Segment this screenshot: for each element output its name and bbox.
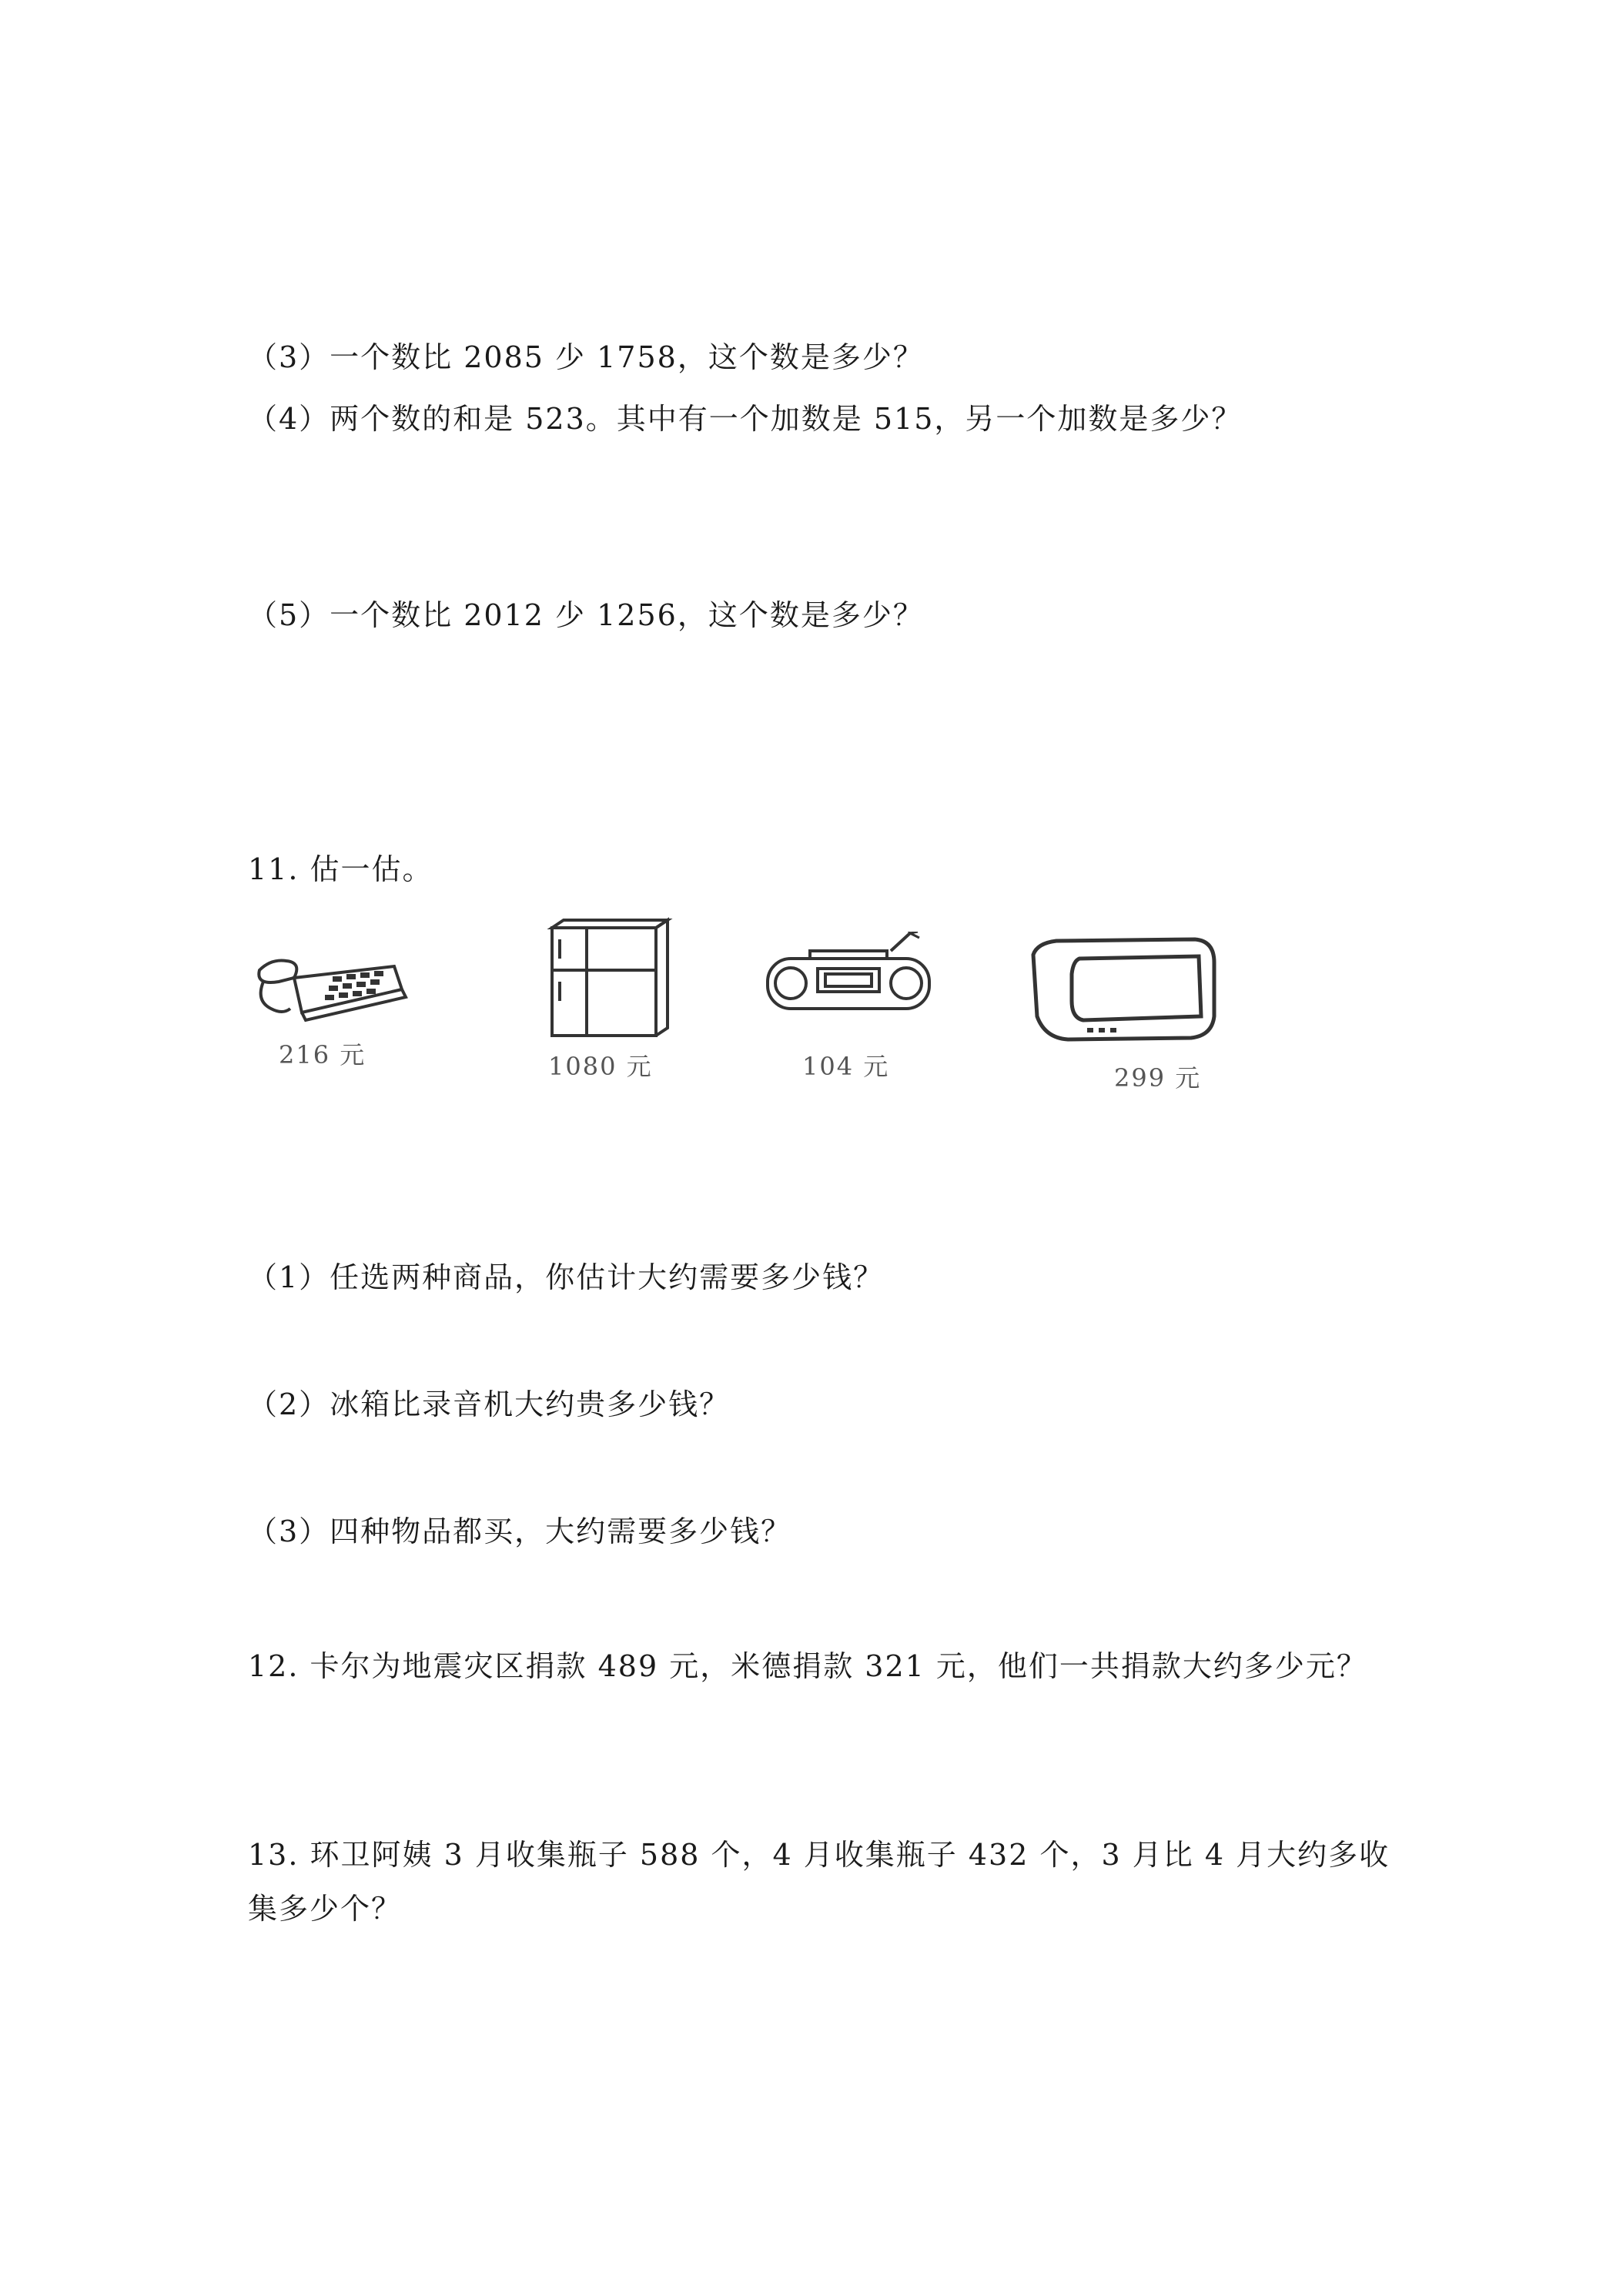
telephone-price: 216 元 xyxy=(279,1040,366,1069)
refrigerator-item xyxy=(544,916,675,1039)
tv-price: 299 元 xyxy=(1114,1063,1202,1093)
question-11-1: （1）任选两种商品，你估计大约需要多少钱？ xyxy=(248,1260,885,1294)
question-13-line1: 13. 环卫阿姨 3 月收集瓶子 588 个，4 月收集瓶子 432 个，3 月比 4 月大约多收 xyxy=(248,1838,1390,1872)
question-12: 12. 卡尔为地震灾区捐款 489 元，米德捐款 321 元，他们一共捐款大约多少元？ xyxy=(248,1649,1367,1683)
telephone-icon xyxy=(248,947,410,1032)
radio-cassette-icon xyxy=(764,932,933,1016)
question-11-3: （3）四种物品都买，大约需要多少钱？ xyxy=(248,1514,792,1548)
question-11-2: （2）冰箱比录音机大约贵多少钱？ xyxy=(248,1387,731,1421)
refrigerator-icon xyxy=(544,916,675,1039)
television-icon xyxy=(1026,932,1218,1043)
question-13-line2: 集多少个？ xyxy=(248,1892,403,1926)
radio-price: 104 元 xyxy=(802,1052,890,1081)
telephone-item xyxy=(248,947,410,1032)
question-3: （3）一个数比 2085 少 1758，这个数是多少？ xyxy=(248,340,924,374)
tv-item xyxy=(1026,932,1218,1043)
question-11-title: 11. 估一估。 xyxy=(248,852,433,886)
question-5: （5）一个数比 2012 少 1256，这个数是多少？ xyxy=(248,598,924,632)
refrigerator-price: 1080 元 xyxy=(548,1052,653,1081)
question-4: （4）两个数的和是 523。其中有一个加数是 515，另一个加数是多少？ xyxy=(248,402,1243,436)
products-figure xyxy=(248,916,1249,1101)
radio-item xyxy=(764,932,933,1016)
